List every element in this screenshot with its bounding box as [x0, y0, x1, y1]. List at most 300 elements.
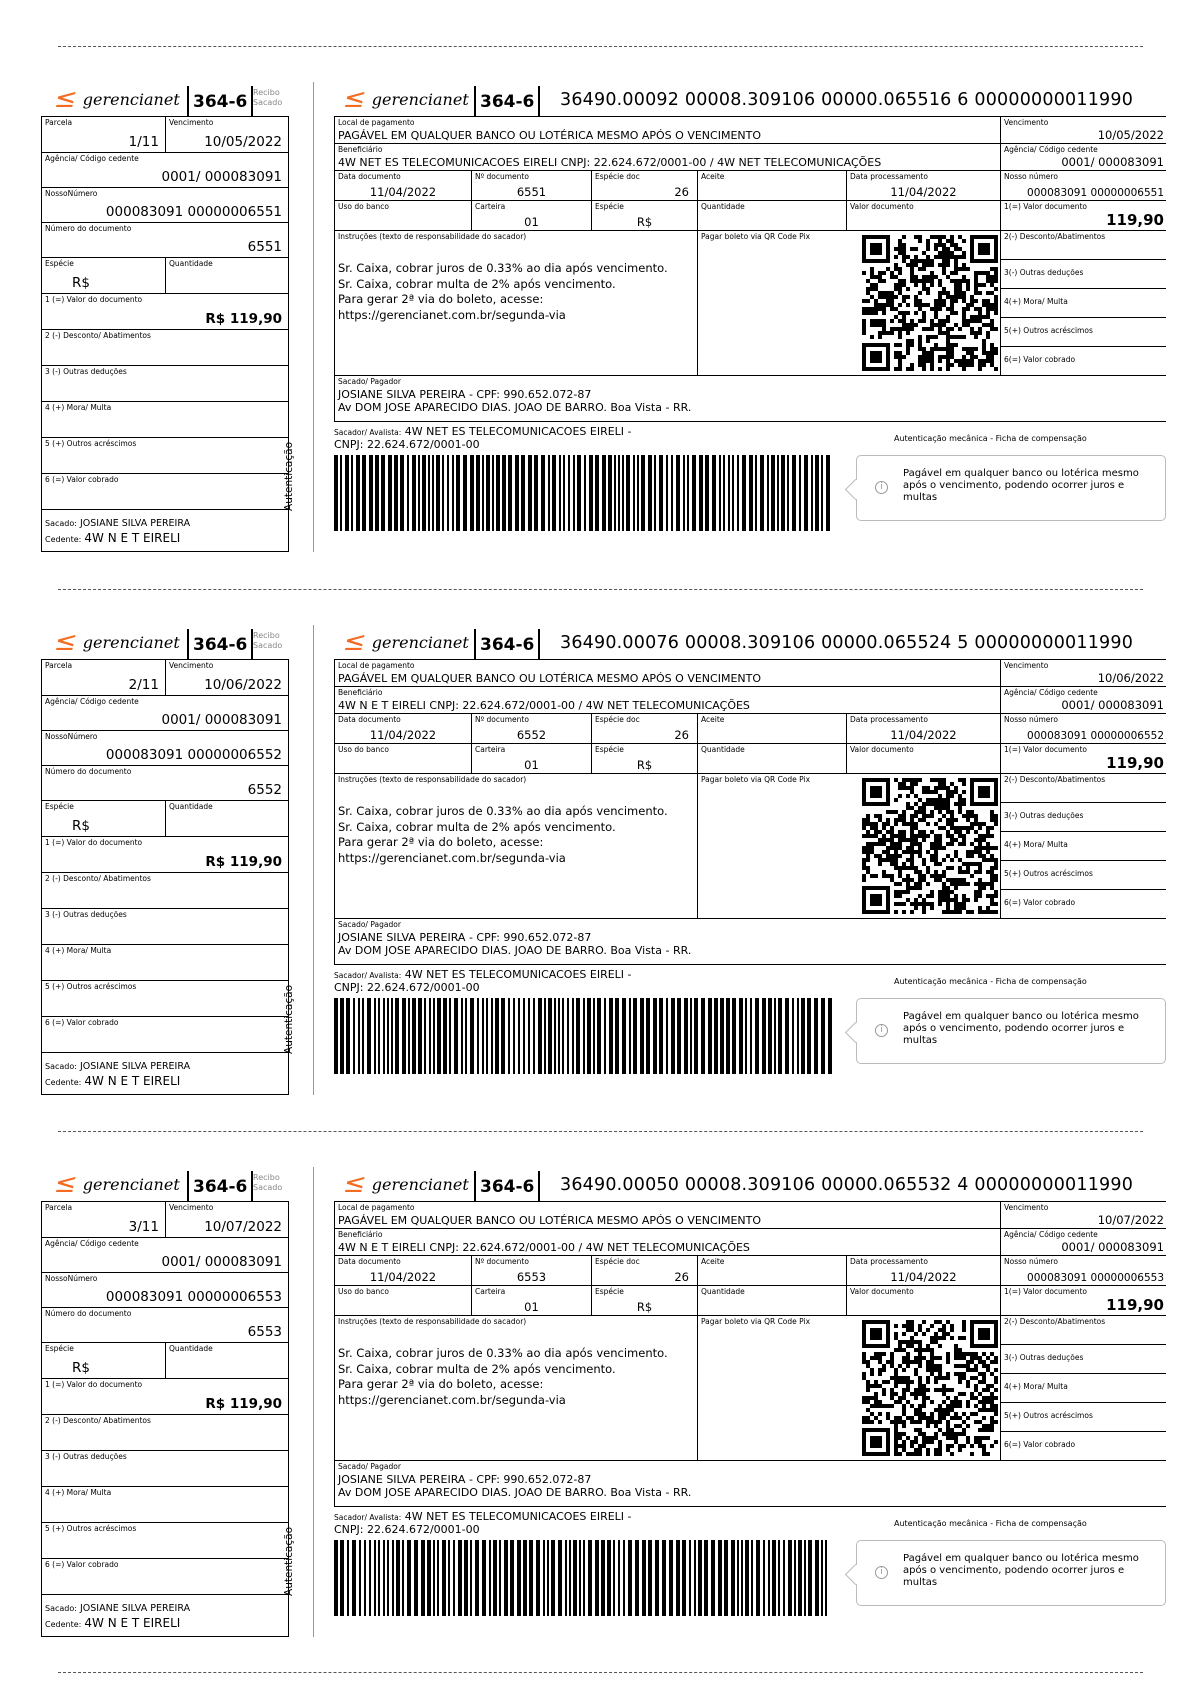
qr-module — [974, 1364, 978, 1368]
qr-module — [906, 367, 910, 371]
qr-module — [910, 1328, 914, 1332]
barcode-bar — [648, 455, 652, 531]
qr-module — [918, 1444, 922, 1448]
qr-module — [966, 1352, 970, 1356]
barcode-bar — [428, 455, 430, 531]
qr-module — [934, 303, 938, 307]
qr-module — [994, 1408, 998, 1412]
qr-module — [878, 854, 882, 858]
qr-module — [986, 1408, 990, 1412]
barcode-bar — [470, 455, 474, 531]
qr-module — [946, 830, 950, 834]
qr-module — [946, 878, 950, 882]
qr-module — [906, 1416, 910, 1420]
qr-module — [954, 1404, 958, 1408]
qr-module — [894, 343, 898, 347]
barcode-bar — [684, 998, 688, 1074]
qr-module — [922, 786, 926, 790]
qr-module — [966, 1400, 970, 1404]
qr-module — [894, 1436, 898, 1440]
qr-module — [958, 1352, 962, 1356]
cut-line — [58, 1672, 1143, 1673]
qr-module — [890, 319, 894, 323]
qr-module — [950, 239, 954, 243]
barcode-bar — [749, 455, 753, 531]
qr-module — [934, 247, 938, 251]
qr-module — [914, 311, 918, 315]
qr-module — [990, 1396, 994, 1400]
sacador-avalista: Sacador/ Avalista: 4W NET ES TELECOMUNICACOES EIRELI - CNPJ: 22.624.672/0001-00 — [334, 425, 632, 451]
qr-module — [866, 870, 870, 874]
barcode-bar — [825, 1540, 827, 1616]
barcode-bar — [482, 998, 484, 1074]
qr-module — [974, 1404, 978, 1408]
qr-module — [962, 1392, 966, 1396]
qr-module — [890, 299, 894, 303]
qr-module — [878, 323, 882, 327]
qr-module — [946, 343, 950, 347]
qr-module — [942, 826, 946, 830]
qr-module — [978, 1356, 982, 1360]
qr-module — [962, 898, 966, 902]
barcode-bar — [583, 998, 585, 1074]
qr-module — [898, 834, 902, 838]
data-documento-value: 11/04/2022 — [369, 728, 437, 742]
vencimento-value: 10/05/2022 — [204, 134, 282, 150]
qr-module — [862, 1400, 866, 1404]
qr-module — [982, 854, 986, 858]
aceite-cell: Aceite — [698, 714, 847, 744]
qr-module — [910, 367, 914, 371]
barcode-bar — [513, 998, 515, 1074]
vencimento-value: 10/07/2022 — [204, 1219, 282, 1235]
qr-module — [934, 790, 938, 794]
barcode-bar — [454, 998, 458, 1074]
qr-module — [978, 271, 982, 275]
outras-deducoes-right-cell: 3(-) Outras deduções — [1001, 1345, 1166, 1374]
sacado-name: JOSIANE SILVA PEREIRA — [79, 518, 191, 529]
data-processamento-cell: Data processamento 11/04/2022 — [847, 714, 1001, 744]
qr-module — [946, 355, 950, 359]
qr-module — [942, 1400, 946, 1404]
qr-module — [974, 838, 978, 842]
cut-line — [58, 1131, 1143, 1132]
valor-cobrado-cell: 6 (=) Valor cobrado — [42, 474, 288, 510]
qr-module — [970, 874, 974, 878]
qr-module — [930, 271, 934, 275]
n-documento-value: 6552 — [516, 728, 547, 742]
qr-module — [962, 291, 966, 295]
valor-documento-cell: 1 (=) Valor do documento R$ 119,90 — [42, 837, 288, 873]
qr-module — [902, 1340, 906, 1344]
qr-module — [994, 267, 998, 271]
barcode-bar — [737, 1540, 739, 1616]
qr-module — [966, 818, 970, 822]
qr-module — [966, 1380, 970, 1384]
sacador-avalista: Sacador/ Avalista: 4W NET ES TELECOMUNICACOES EIRELI - CNPJ: 22.624.672/0001-00 — [334, 1510, 632, 1536]
qr-module — [890, 854, 894, 858]
qr-module — [890, 291, 894, 295]
qr-module — [898, 363, 902, 367]
qr-module — [950, 794, 954, 798]
qr-module — [982, 910, 986, 914]
qr-module — [942, 894, 946, 898]
qr-module — [922, 275, 926, 279]
qr-module — [942, 1336, 946, 1340]
qr-module — [922, 1412, 926, 1416]
qr-module — [978, 331, 982, 335]
qr-module — [914, 1448, 918, 1452]
qr-module — [990, 1352, 994, 1356]
qr-module — [934, 778, 938, 782]
mora-multa-cell: 4 (+) Mora/ Multa — [42, 402, 288, 438]
especie-main-cell: Espécie R$ — [592, 744, 698, 774]
qr-module — [914, 255, 918, 259]
especie-main-value: R$ — [636, 215, 653, 229]
qr-module — [950, 347, 954, 351]
qr-module — [866, 1360, 870, 1364]
especie-doc-cell: Espécie doc 26 — [592, 1256, 698, 1286]
pix-qr-code[interactable] — [862, 1320, 998, 1456]
qr-module — [878, 1384, 882, 1388]
qr-module — [906, 303, 910, 307]
qr-module — [866, 814, 870, 818]
pix-qr-code[interactable] — [862, 235, 998, 371]
qr-module — [882, 311, 886, 315]
qr-module — [978, 1428, 982, 1432]
qr-module — [870, 1404, 874, 1408]
qr-module — [902, 1324, 906, 1328]
boleto-slip — [0, 82, 1200, 552]
qr-module — [954, 283, 958, 287]
qr-module — [990, 323, 994, 327]
qr-module — [982, 359, 986, 363]
bank-code: 364-6 — [187, 1171, 253, 1201]
barcode-bar — [558, 1540, 562, 1616]
qr-module — [906, 295, 910, 299]
qr-module — [974, 1412, 978, 1416]
qr-module — [926, 802, 930, 806]
qr-module — [934, 870, 938, 874]
barcode-bar — [489, 1540, 491, 1616]
qr-module — [898, 866, 902, 870]
qr-module — [886, 858, 890, 862]
qr-module — [950, 898, 954, 902]
qr-module — [914, 902, 918, 906]
qr-module — [874, 874, 878, 878]
qr-module — [898, 331, 902, 335]
qr-module — [986, 850, 990, 854]
qr-module — [938, 818, 942, 822]
quantidade-cell: Quantidade — [166, 258, 288, 294]
qr-module — [926, 327, 930, 331]
qr-module — [934, 1332, 938, 1336]
qr-module — [990, 902, 994, 906]
qr-module — [966, 359, 970, 363]
qr-module — [898, 1344, 902, 1348]
qr-module — [954, 1348, 958, 1352]
qr-module — [946, 363, 950, 367]
qr-module — [894, 890, 898, 894]
qr-module — [886, 818, 890, 822]
qr-module — [946, 1320, 950, 1324]
qr-module — [930, 235, 934, 239]
qr-module — [910, 782, 914, 786]
qr-module — [962, 263, 966, 267]
qr-module — [978, 327, 982, 331]
qr-module — [862, 271, 866, 275]
beneficiario-cell: Beneficiário 4W N E T EIRELI CNPJ: 22.624.672/0001-00 / 4W NET TELECOMUNICAÇÕES — [334, 1229, 1001, 1256]
qr-module — [882, 307, 886, 311]
barcode-bar — [470, 1540, 472, 1616]
qr-module — [934, 834, 938, 838]
gerencianet-logo-icon: ≤ — [340, 1169, 369, 1199]
qr-module — [978, 854, 982, 858]
qr-module — [910, 1440, 914, 1444]
qr-module — [894, 894, 898, 898]
qr-module — [934, 307, 938, 311]
outros-acrescimos-right-cell: 5(+) Outros acréscimos — [1001, 318, 1166, 347]
qr-module — [982, 1380, 986, 1384]
barcode-bar — [346, 998, 350, 1074]
qr-module — [890, 295, 894, 299]
pix-qr-code[interactable] — [862, 778, 998, 914]
qr-module — [910, 838, 914, 842]
qr-module — [922, 315, 926, 319]
qr-module — [906, 822, 910, 826]
qr-module — [910, 806, 914, 810]
qr-module — [938, 826, 942, 830]
qr-module — [910, 850, 914, 854]
qr-module — [882, 1392, 886, 1396]
qr-module — [990, 882, 994, 886]
barcode-bar — [436, 455, 440, 531]
qr-module — [886, 838, 890, 842]
qr-module — [914, 259, 918, 263]
ficha-compensacao — [334, 1167, 1166, 1637]
qr-module — [942, 1416, 946, 1420]
qr-module — [990, 355, 994, 359]
qr-module — [942, 882, 946, 886]
qr-module — [902, 1432, 906, 1436]
qr-module — [954, 850, 958, 854]
qr-module — [962, 355, 966, 359]
qr-module — [910, 790, 914, 794]
qr-module — [994, 846, 998, 850]
qr-module — [962, 1352, 966, 1356]
instrucoes-cell: Instruções (texto de responsabilidade do sacador) Sr. Caixa, cobrar juros de 0.33% ao dia após vencimento. Sr. Caixa, cobrar multa de 2% após vencimento. Para gerar 2ª via do boleto, acesse: https://gerencianet.com.br/segunda-via — [334, 774, 698, 919]
qr-module — [914, 1396, 918, 1400]
qr-module — [994, 287, 998, 291]
n-documento-value: 6553 — [516, 1270, 547, 1284]
qr-module — [954, 1432, 958, 1436]
qr-module — [922, 1440, 926, 1444]
linha-digitavel: 36490.00076 00008.309106 00000.065524 5 00000000011990 — [560, 633, 1134, 653]
qr-module — [978, 838, 982, 842]
qr-module — [914, 882, 918, 886]
qr-module — [922, 1432, 926, 1436]
qr-module — [898, 890, 902, 894]
stub-separator — [313, 82, 314, 552]
qr-module — [922, 806, 926, 810]
qr-module — [918, 1380, 922, 1384]
qr-module — [870, 834, 874, 838]
qr-module — [950, 838, 954, 842]
qr-module — [954, 311, 958, 315]
qr-module — [938, 878, 942, 882]
qr-module — [862, 846, 866, 850]
qr-module — [922, 878, 926, 882]
qr-module — [958, 335, 962, 339]
qr-module — [950, 826, 954, 830]
qr-module — [950, 235, 954, 239]
qr-module — [942, 299, 946, 303]
qr-module — [930, 874, 934, 878]
qr-module — [910, 1360, 914, 1364]
qr-module — [954, 830, 958, 834]
vencimento-main-value: 10/07/2022 — [1097, 1213, 1164, 1227]
qr-module — [982, 323, 986, 327]
qr-module — [958, 866, 962, 870]
mora-right-cell: 4(+) Mora/ Multa — [1001, 832, 1166, 861]
barcode-bar — [437, 998, 441, 1074]
qr-module — [902, 1396, 906, 1400]
qr-module — [962, 1324, 966, 1328]
qr-module — [982, 838, 986, 842]
qr-module — [958, 1416, 962, 1420]
qr-module — [870, 874, 874, 878]
qr-module — [914, 778, 918, 782]
qr-module — [934, 1424, 938, 1428]
qr-module — [934, 243, 938, 247]
barcode-bar — [655, 1540, 659, 1616]
qr-module — [962, 782, 966, 786]
qr-module — [918, 1428, 922, 1432]
qr-module — [934, 1368, 938, 1372]
parcela-cell: Parcela 3/11 — [42, 1202, 166, 1238]
qr-module — [946, 1352, 950, 1356]
barcode-bar — [421, 1540, 425, 1616]
barcode-bar — [521, 455, 525, 531]
qr-module — [946, 1428, 950, 1432]
qr-module — [894, 778, 898, 782]
qr-module — [994, 822, 998, 826]
qr-module — [982, 834, 986, 838]
nosso-numero-main-cell: Nosso número 000083091 00000006553 — [1001, 1256, 1166, 1286]
qr-module — [954, 894, 958, 898]
qr-module — [990, 351, 994, 355]
qr-module — [918, 355, 922, 359]
qr-module — [894, 247, 898, 251]
qr-module — [894, 1380, 898, 1384]
qr-module — [938, 331, 942, 335]
qr-module — [894, 1392, 898, 1396]
barcode-bar — [698, 1540, 702, 1616]
qr-module — [994, 1388, 998, 1392]
especie-doc-value: 26 — [674, 185, 689, 199]
qr-module — [974, 331, 978, 335]
qr-module — [978, 1420, 982, 1424]
qr-module — [962, 902, 966, 906]
qr-module — [906, 890, 910, 894]
qr-module — [938, 299, 942, 303]
qr-module — [926, 814, 930, 818]
qr-module — [938, 778, 942, 782]
qr-module — [954, 854, 958, 858]
valor-documento-value: R$ 119,90 — [205, 854, 282, 870]
qr-module — [914, 1372, 918, 1376]
qr-module — [930, 1336, 934, 1340]
qr-module — [994, 890, 998, 894]
qr-module — [882, 870, 886, 874]
qr-module — [882, 1352, 886, 1356]
qr-module — [942, 782, 946, 786]
qr-module — [982, 882, 986, 886]
valor-cobrado-cell: 6 (=) Valor cobrado — [42, 1017, 288, 1053]
barcode-bar — [427, 1540, 431, 1616]
qr-module — [910, 275, 914, 279]
qr-module — [930, 798, 934, 802]
barcode-bar — [391, 998, 393, 1074]
qr-module — [930, 890, 934, 894]
qr-module — [994, 327, 998, 331]
qr-module — [946, 866, 950, 870]
qr-module — [862, 874, 866, 878]
qr-module — [898, 271, 902, 275]
qr-module — [946, 898, 950, 902]
barcode-bar — [340, 998, 344, 1074]
qr-module — [958, 910, 962, 914]
barcode-bar — [551, 1540, 555, 1616]
barcode-bar — [642, 1540, 646, 1616]
carteira-value: 01 — [524, 758, 539, 772]
qr-module — [890, 834, 894, 838]
qr-module — [914, 1340, 918, 1344]
barcode-bar — [772, 1540, 776, 1616]
qr-module — [910, 1404, 914, 1408]
qr-module — [910, 267, 914, 271]
qr-module — [902, 355, 906, 359]
qr-module — [938, 786, 942, 790]
barcode-bar — [654, 455, 656, 531]
numero-documento-value: 6552 — [247, 782, 282, 798]
qr-module — [950, 1400, 954, 1404]
qr-module — [994, 299, 998, 303]
uso-banco-cell: Uso do banco — [334, 744, 472, 774]
qr-module — [922, 814, 926, 818]
qr-module — [958, 778, 962, 782]
qr-module — [910, 1392, 914, 1396]
qr-module — [874, 319, 878, 323]
qr-module — [934, 1388, 938, 1392]
qr-module — [878, 830, 882, 834]
qr-module — [926, 1436, 930, 1440]
qr-module — [902, 850, 906, 854]
qr-module — [874, 311, 878, 315]
qr-module — [946, 339, 950, 343]
qr-module — [938, 239, 942, 243]
qr-module — [942, 287, 946, 291]
qr-module — [954, 826, 958, 830]
qr-module — [946, 818, 950, 822]
qr-module — [906, 898, 910, 902]
especie-cell: Espécie R$ — [42, 258, 166, 294]
qr-module — [918, 1408, 922, 1412]
barcode-bar — [589, 455, 593, 531]
barcode-bar — [424, 998, 426, 1074]
qr-module — [962, 307, 966, 311]
qr-module — [918, 1352, 922, 1356]
